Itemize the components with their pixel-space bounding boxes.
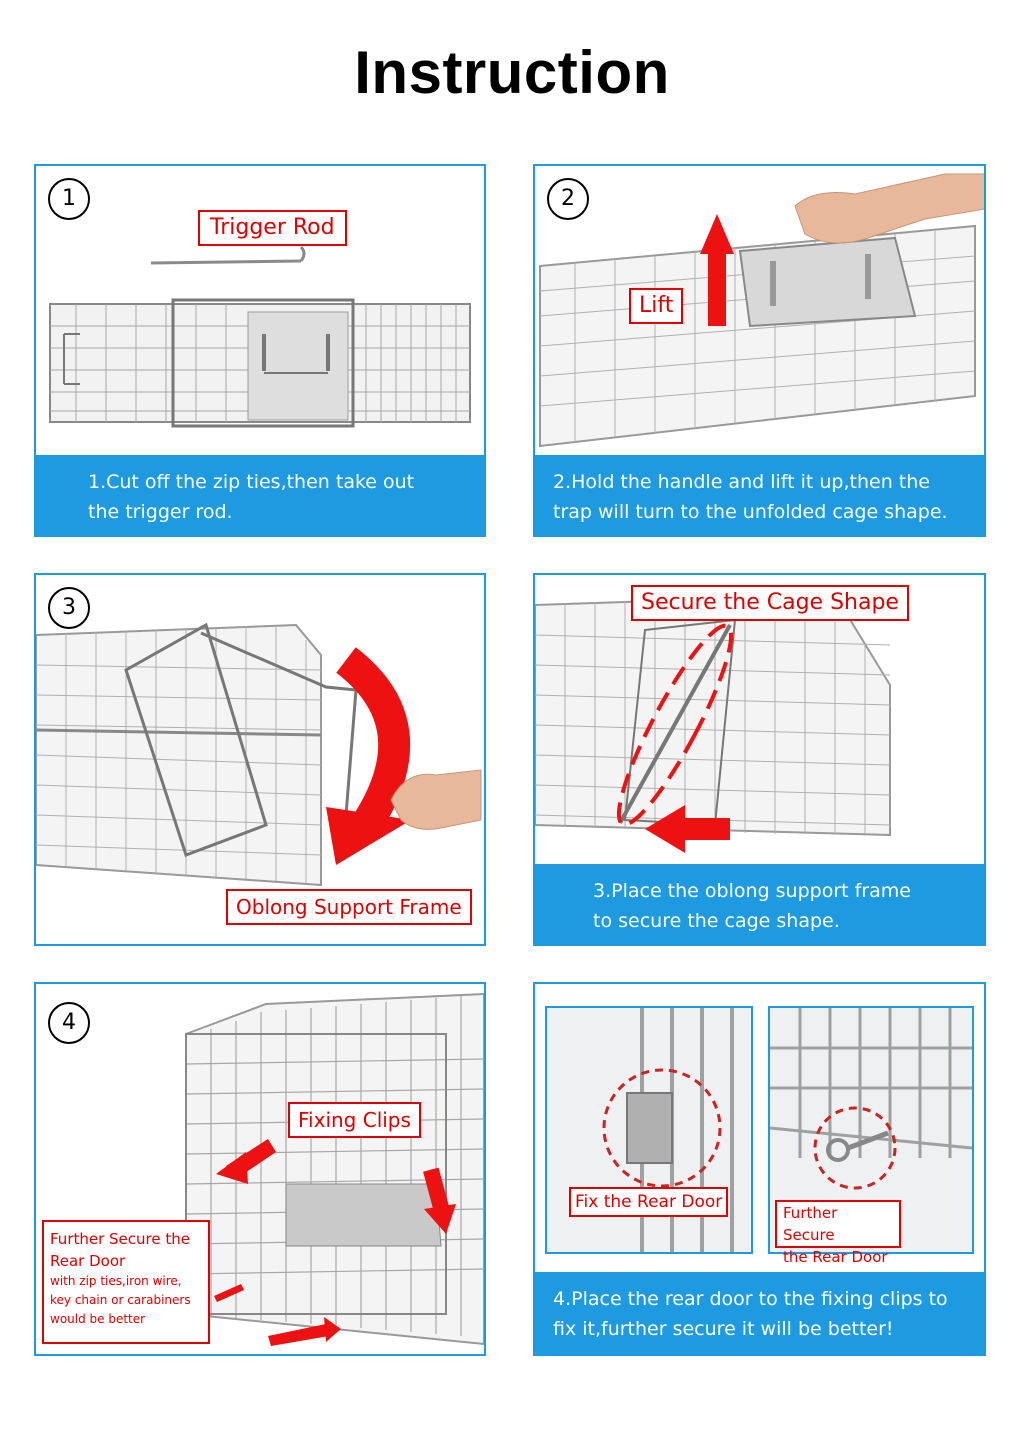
label-line: the Rear Door — [783, 1248, 888, 1266]
fixing-clips-label: Fixing Clips — [288, 1102, 421, 1138]
step-2-caption — [535, 455, 984, 535]
step-1-caption — [36, 455, 484, 535]
trigger-rod-label: Trigger Rod — [198, 210, 347, 246]
step-number: 3 — [48, 587, 90, 629]
note-body: would be better — [50, 1312, 146, 1326]
step-number: 4 — [48, 1002, 90, 1044]
step-number: 2 — [547, 178, 589, 220]
step-4-caption — [535, 1272, 984, 1354]
step-3-result-panel — [533, 573, 986, 946]
secure-cage-shape-label: Secure the Cage Shape — [631, 585, 909, 621]
caption-line: fix it,further secure it will be better! — [553, 1318, 894, 1340]
step-2-panel — [533, 164, 986, 537]
label-line: Further Secure — [783, 1204, 838, 1244]
step-1-panel — [34, 164, 486, 537]
further-secure-note — [42, 1220, 210, 1344]
step-number: 1 — [48, 178, 90, 220]
fix-rear-door-label: Fix the Rear Door — [569, 1187, 728, 1217]
note-body: with zip ties,iron wire, — [50, 1274, 182, 1288]
caption-line: 1.Cut off the zip ties,then take out — [88, 471, 415, 493]
step-4-result-panel — [533, 982, 986, 1356]
oblong-support-frame-label: Oblong Support Frame — [226, 889, 472, 925]
caption-line: 3.Place the oblong support frame — [593, 880, 911, 902]
page-title: Instruction — [354, 39, 670, 106]
note-body: key chain or carabiners — [50, 1293, 191, 1307]
note-heading: Further Secure the — [50, 1230, 190, 1248]
step-3-panel — [34, 573, 486, 946]
caption-line: to secure the cage shape. — [593, 910, 840, 932]
step-4-panel — [34, 982, 486, 1356]
further-secure-rear-door-label — [775, 1200, 901, 1266]
lift-label: Lift — [629, 288, 683, 324]
caption-line: trap will turn to the unfolded cage shape. — [553, 501, 948, 523]
lift-handle-photo — [535, 166, 984, 456]
caption-line: the trigger rod. — [88, 501, 233, 523]
step-3-caption — [535, 864, 984, 944]
caption-line: 4.Place the rear door to the fixing clips to — [553, 1288, 948, 1310]
caption-line: 2.Hold the handle and lift it up,then the — [553, 471, 930, 493]
note-heading: Rear Door — [50, 1252, 126, 1270]
